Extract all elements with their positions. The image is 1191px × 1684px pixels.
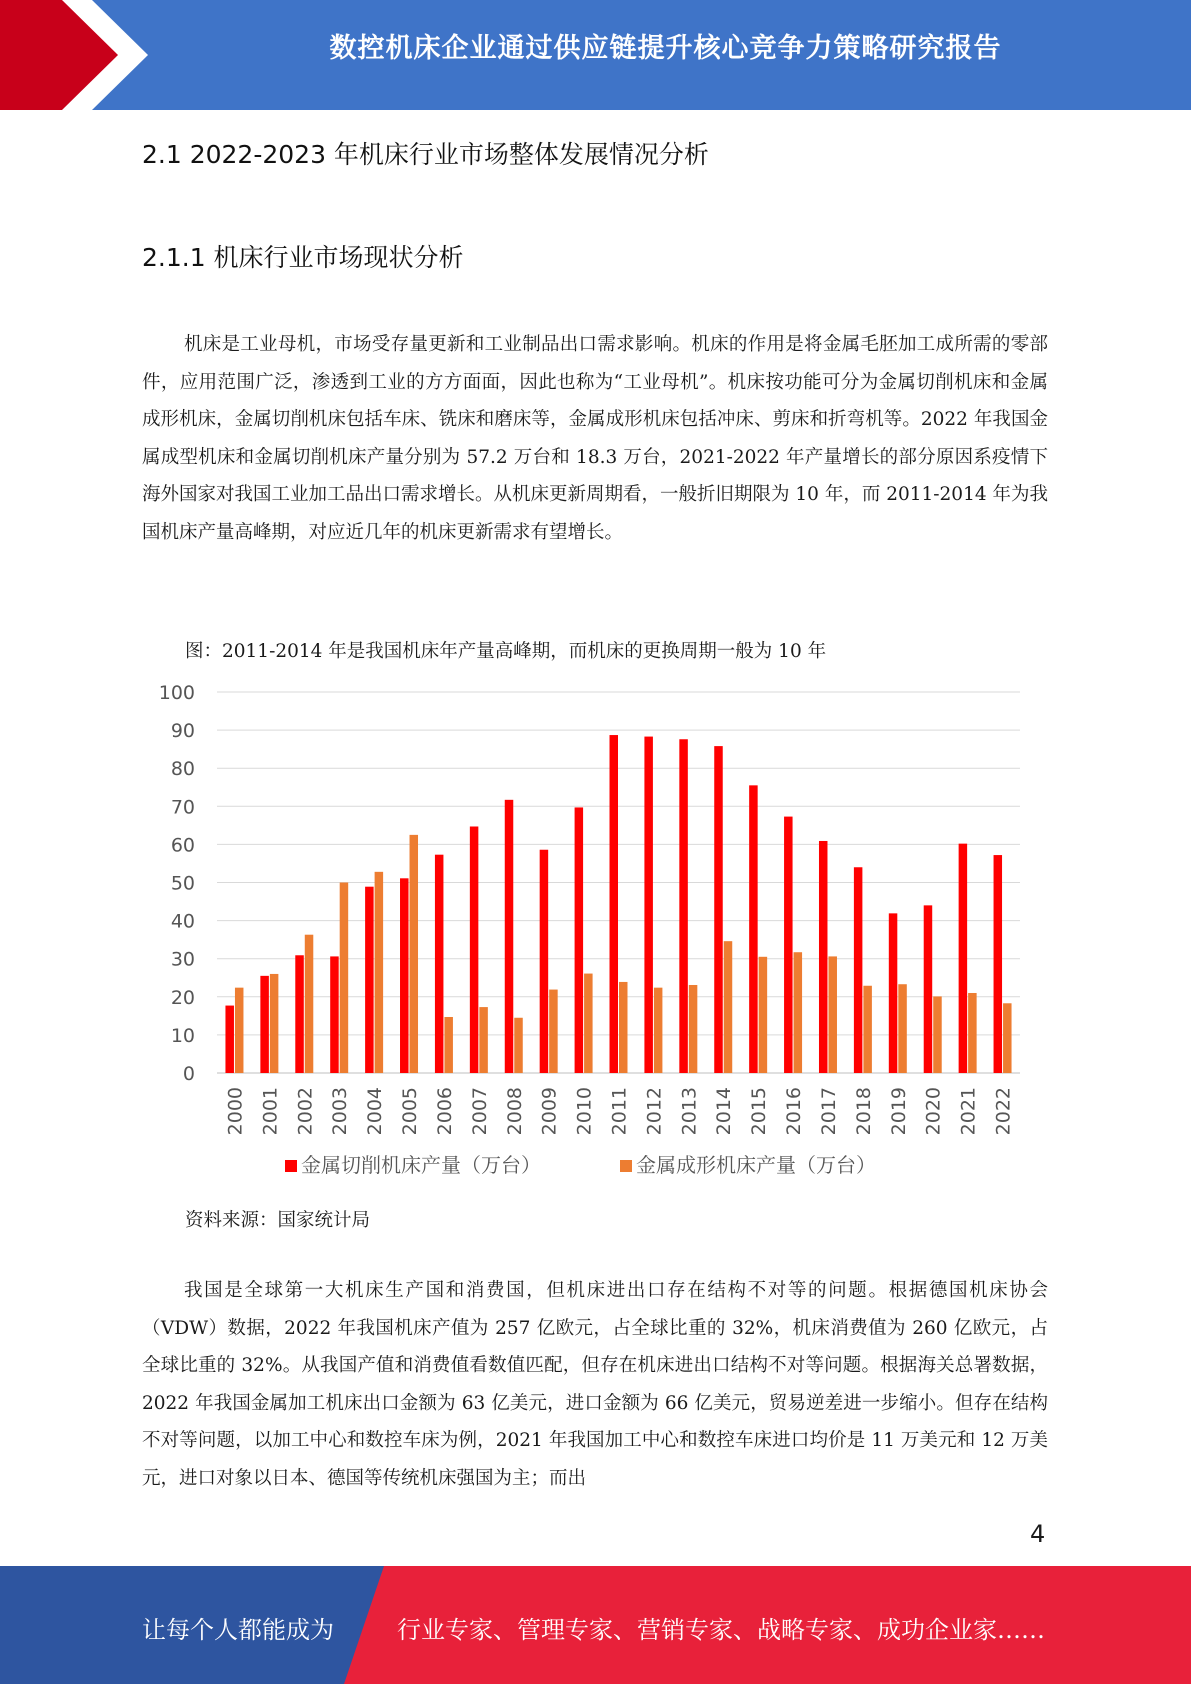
bar-cutting bbox=[924, 905, 933, 1073]
bar-cutting bbox=[400, 878, 409, 1073]
x-tick-label: 2001 bbox=[259, 1087, 282, 1136]
bar-forming bbox=[305, 935, 314, 1073]
production-bar-chart bbox=[140, 670, 1040, 1200]
page-footer bbox=[0, 1566, 1191, 1684]
bar-cutting bbox=[784, 817, 793, 1073]
y-tick-label: 50 bbox=[170, 872, 195, 895]
bar-forming bbox=[410, 835, 419, 1073]
x-tick-label: 2015 bbox=[748, 1087, 771, 1136]
x-tick-label: 2014 bbox=[713, 1087, 736, 1136]
figure-source: 资料来源：国家统计局 bbox=[185, 1210, 371, 1231]
x-tick-label: 2016 bbox=[783, 1087, 806, 1136]
x-tick-label: 2022 bbox=[992, 1087, 1015, 1136]
footer-slogan-left: 让每个人都能成为 bbox=[142, 1616, 334, 1644]
bar-cutting bbox=[610, 735, 619, 1073]
bar-forming bbox=[933, 996, 942, 1073]
bar-cutting bbox=[295, 955, 304, 1073]
bar-forming bbox=[479, 1007, 488, 1073]
bar-forming bbox=[898, 984, 907, 1073]
section-heading: 2.1 2022-2023 年机床行业市场整体发展情况分析 bbox=[142, 140, 709, 169]
x-tick-label: 2002 bbox=[294, 1087, 317, 1136]
bar-forming bbox=[270, 974, 279, 1073]
bar-forming bbox=[759, 957, 768, 1073]
bar-forming bbox=[863, 986, 872, 1073]
y-tick-label: 90 bbox=[170, 720, 195, 743]
figure-caption: 图：2011-2014 年是我国机床年产量高峰期，而机床的更换周期一般为 10 年 bbox=[185, 641, 827, 662]
x-tick-label: 2007 bbox=[468, 1087, 491, 1136]
x-tick-label: 2019 bbox=[887, 1087, 910, 1136]
x-tick-label: 2013 bbox=[678, 1087, 701, 1136]
bar-cutting bbox=[470, 826, 479, 1073]
x-tick-label: 2017 bbox=[817, 1087, 840, 1136]
bar-cutting bbox=[505, 800, 514, 1073]
bar-forming bbox=[724, 941, 733, 1073]
bar-forming bbox=[968, 993, 977, 1073]
y-tick-label: 100 bbox=[158, 682, 195, 704]
bar-forming bbox=[828, 956, 837, 1073]
x-tick-label: 2005 bbox=[399, 1087, 422, 1136]
y-tick-label: 30 bbox=[170, 948, 195, 971]
x-tick-label: 2020 bbox=[922, 1087, 945, 1136]
bar-forming bbox=[619, 982, 628, 1073]
bar-forming bbox=[549, 990, 558, 1073]
bar-forming bbox=[444, 1017, 453, 1073]
bar-forming bbox=[794, 952, 803, 1073]
bar-forming bbox=[235, 988, 244, 1073]
bar-cutting bbox=[714, 746, 723, 1073]
bar-cutting bbox=[644, 737, 653, 1073]
legend-swatch bbox=[285, 1160, 297, 1172]
x-tick-label: 2004 bbox=[364, 1087, 387, 1136]
x-tick-label: 2003 bbox=[329, 1087, 352, 1136]
y-tick-label: 60 bbox=[170, 834, 195, 857]
bar-cutting bbox=[365, 887, 374, 1073]
bar-cutting bbox=[260, 976, 269, 1073]
bar-cutting bbox=[330, 956, 339, 1073]
bar-cutting bbox=[749, 785, 758, 1073]
bar-forming bbox=[1003, 1003, 1012, 1073]
legend-swatch bbox=[620, 1160, 632, 1172]
bar-cutting bbox=[575, 807, 584, 1073]
bar-forming bbox=[654, 988, 663, 1073]
y-tick-label: 80 bbox=[170, 758, 195, 781]
x-tick-label: 2006 bbox=[433, 1087, 456, 1136]
x-tick-label: 2009 bbox=[538, 1087, 561, 1136]
bar-cutting bbox=[819, 841, 828, 1073]
bar-forming bbox=[584, 974, 593, 1073]
footer-slogan-right: 行业专家、管理专家、营销专家、战略专家、成功企业家…… bbox=[397, 1616, 1045, 1644]
bar-cutting bbox=[889, 913, 898, 1073]
bar-cutting bbox=[225, 1006, 234, 1073]
legend-label: 金属成形机床产量（万台） bbox=[636, 1153, 876, 1177]
y-tick-label: 20 bbox=[170, 986, 195, 1009]
x-tick-label: 2008 bbox=[503, 1087, 526, 1136]
bar-cutting bbox=[435, 855, 444, 1073]
bar-cutting bbox=[540, 850, 549, 1073]
bar-cutting bbox=[959, 844, 968, 1073]
legend-label: 金属切削机床产量（万台） bbox=[301, 1153, 541, 1177]
x-tick-label: 2021 bbox=[957, 1087, 980, 1136]
y-tick-label: 70 bbox=[170, 796, 195, 819]
report-title: 数控机床企业通过供应链提升核心竞争力策略研究报告 bbox=[329, 33, 1002, 64]
subsection-heading: 2.1.1 机床行业市场现状分析 bbox=[142, 243, 464, 272]
x-tick-label: 2010 bbox=[573, 1087, 596, 1136]
bar-forming bbox=[514, 1018, 523, 1073]
x-tick-label: 2012 bbox=[643, 1087, 666, 1136]
bar-cutting bbox=[854, 867, 863, 1073]
y-tick-label: 10 bbox=[170, 1024, 195, 1047]
x-tick-label: 2000 bbox=[224, 1087, 247, 1136]
bar-forming bbox=[340, 883, 349, 1074]
bar-forming bbox=[375, 872, 384, 1073]
bar-forming bbox=[689, 985, 698, 1073]
x-tick-label: 2011 bbox=[608, 1087, 631, 1136]
page-number: 4 bbox=[1030, 1520, 1046, 1548]
y-tick-label: 0 bbox=[182, 1063, 195, 1085]
y-tick-label: 40 bbox=[170, 910, 195, 933]
page-header bbox=[0, 0, 1191, 110]
trade-paragraph: 我国是全球第一大机床生产国和消费国，但机床进出口存在结构不对等的问题。根据德国机床协会（VDW）数据，2022 年我国机床产值为 257 亿欧元，占全球比重的 32%，机床消费值为 260 亿欧元，占全球比重的 32%。从我国产值和消费值看数值匹配，但存在机床进出口结构不对等问题。根据海关总署数据，2022 年我国金属加工机床出口金额为 63 亿美元，进口金额为 66 亿美元，贸易逆差进一步缩小。但存在结构不对等问题，以加工中心和数控车床为例，2021 年我国加工中心和数控车床进口均价是 11 万美元和 12 万美元，进口对象以日本、德国等传统机床强国为主；而出 bbox=[142, 1280, 1048, 1489]
bar-cutting bbox=[679, 739, 688, 1073]
intro-paragraph: 机床是工业母机，市场受存量更新和工业制品出口需求影响。机床的作用是将金属毛胚加工成所需的零部件，应用范围广泛，渗透到工业的方方面面，因此也称为“工业母机”。机床按功能可分为金属切削机床和金属成形机床，金属切削机床包括车床、铣床和磨床等，金属成形机床包括冲床、剪床和折弯机等。2022 年我国金属成型机床和金属切削机床产量分别为 57.2 万台和 18.3 万台，2021-2022 年产量增长的部分原因系疫情下海外国家对我国工业加工品出口需求增长。从机床更新周期看，一般折旧期限为 10 年，而 2011-2014 年为我国机床产量高峰期，对应近几年的机床更新需求有望增长。 bbox=[142, 334, 1048, 543]
bar-cutting bbox=[994, 855, 1003, 1073]
x-tick-label: 2018 bbox=[852, 1087, 875, 1136]
